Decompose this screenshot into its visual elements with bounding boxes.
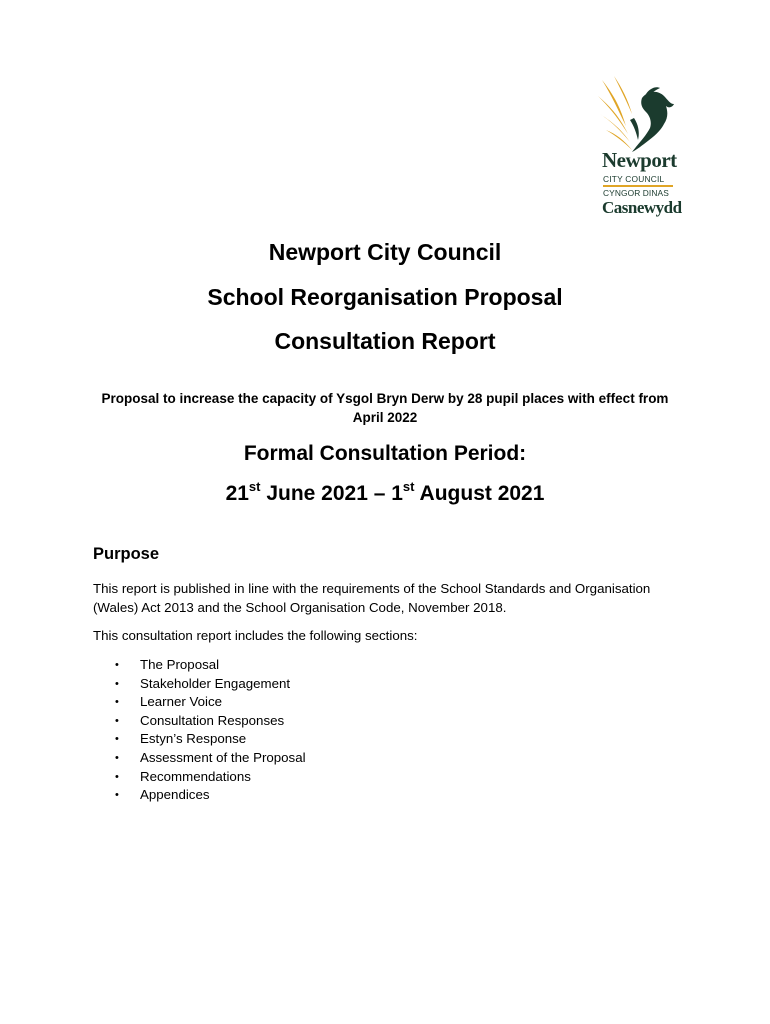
title-line-3: Consultation Report (274, 328, 496, 354)
bullet-icon: • (115, 677, 119, 690)
title-line-1: Newport City Council (268, 239, 502, 265)
start-day: 21 (225, 482, 249, 505)
list-item (93, 749, 306, 768)
list-item-label: The Proposal (140, 657, 220, 672)
list-item-label: Assessment of the Proposal (140, 749, 306, 765)
bullet-icon: • (115, 659, 119, 671)
start-day-suffix: st (248, 479, 261, 494)
logo-city-council: CITY COUNCIL (603, 174, 665, 184)
logo-divider (603, 185, 673, 187)
purpose-paragraph-2: This consultation report includes the following sections: (93, 628, 418, 643)
dragon-logo-icon (596, 74, 678, 154)
bullet-icon: • (115, 770, 119, 783)
list-item-label: Stakeholder Engagement (140, 675, 291, 691)
list-item (93, 730, 306, 749)
logo-name: Newport (602, 148, 677, 172)
purpose-heading: Purpose (93, 545, 160, 563)
consultation-dates (0, 481, 770, 507)
list-item (93, 768, 306, 787)
sections-list (93, 656, 306, 805)
proposal-summary: Proposal to increase the capacity of Ysgol Bryn Derw by 28 pupil places with effect from April 2022 (101, 391, 669, 425)
bullet-icon: • (115, 733, 119, 746)
logo-name-welsh: Casnewydd (602, 198, 682, 217)
start-rest: June 2021 – 1 (260, 482, 403, 505)
list-item (93, 786, 306, 805)
consultation-heading: Formal Consultation Period: (243, 442, 527, 465)
logo-cyngor-dinas: CYNGOR DINAS (603, 188, 669, 198)
bullet-icon: • (115, 789, 119, 802)
list-item-label: Consultation Responses (140, 712, 285, 728)
bullet-icon: • (115, 696, 119, 709)
list-item-label: Appendices (140, 787, 210, 803)
list-item-label: Recommendations (140, 768, 251, 784)
bullet-icon: • (115, 751, 119, 764)
list-item (93, 712, 306, 731)
purpose-paragraph-1: This report is published in line with the requirements of the School Standards and Organisation (Wales) Act 2013 and the School Organisation Code, November 2018. (93, 581, 651, 615)
end-day-suffix: st (402, 479, 415, 494)
newport-council-logo (596, 74, 682, 226)
list-item-label: Learner Voice (140, 694, 223, 710)
list-item-label: Estyn’s Response (140, 731, 247, 747)
end-rest: August 2021 (414, 482, 545, 505)
list-item (93, 656, 306, 675)
list-item (93, 693, 306, 712)
bullet-icon: • (115, 714, 119, 727)
list-item (93, 675, 306, 694)
title-line-2: School Reorganisation Proposal (207, 284, 563, 310)
